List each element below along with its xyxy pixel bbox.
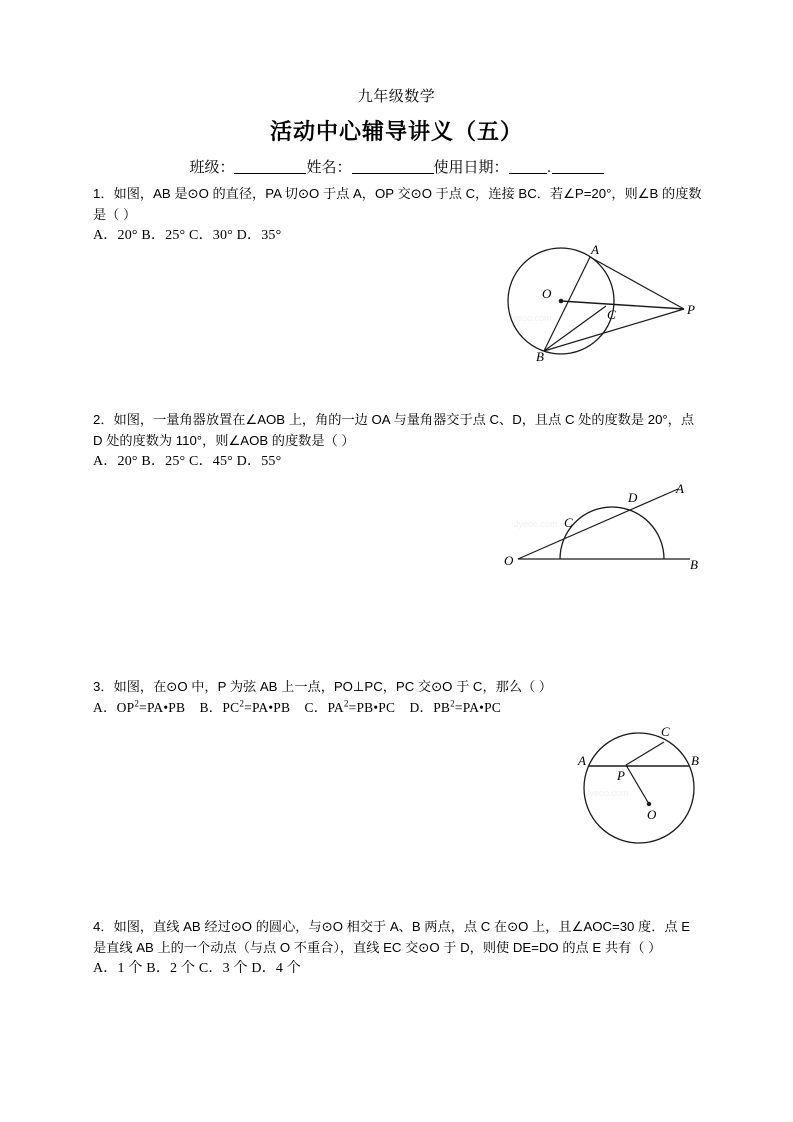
- question-2-body: 2．如图，一量角器放置在∠AOB 上，角的一边 OA 与量角器交于点 C、D，且点 C 处的度数是 20°，点 D 处的度数为 110°，则∠AOB 的度数是（ ）: [93, 412, 695, 448]
- label-A: A: [591, 243, 599, 257]
- label-O: O: [542, 286, 552, 301]
- watermark-text: Jyeoo.com: [514, 519, 558, 529]
- label-O: O: [647, 807, 657, 822]
- date-label: 使用日期：: [433, 160, 509, 176]
- figure-question-3: [573, 722, 707, 850]
- label-C: C: [661, 724, 670, 739]
- page-title: 活动中心辅导讲义（五）: [269, 119, 523, 144]
- figure-question-1: [498, 243, 698, 361]
- question-3-body: 3．如图，在⊙O 中，P 为弦 AB 上一点，PO⊥PC，PC 交⊙O 于 C，那么（ ）: [93, 679, 553, 694]
- question-2-options[interactable]: A．20° B．25° C．45° D．55°: [93, 454, 282, 469]
- figure-question-2: [500, 483, 705, 573]
- watermark-text: Jyeoo.com: [508, 313, 552, 323]
- label-B: B: [536, 349, 544, 361]
- question-3: [93, 676, 705, 719]
- class-label: 班级：: [189, 160, 235, 176]
- label-B: B: [690, 557, 698, 572]
- name-label: 姓名：: [306, 160, 352, 176]
- question-4-body: 4．如图，直线 AB 经过⊙O 的圆心，与⊙O 相交于 A、B 两点，点 C 在⊙O 上，且∠AOC=30 度．点 E 是直线 AB 上的一个动点（与点 O 不重合），直线 EC 交⊙O 于 D，则使 DE=DO 的点 E 共有（ ）: [93, 919, 691, 955]
- label-P: P: [687, 302, 695, 317]
- question-1: [93, 183, 705, 247]
- date-blank-first[interactable]: [509, 159, 547, 174]
- question-1-body: 1．如图，AB 是⊙O 的直径，PA 切⊙O 于点 A，OP 交⊙O 于点 C，连接 BC．若∠P=20°，则∠B 的度数是（ ）: [93, 186, 702, 222]
- watermark-text: Jyeoo.com: [585, 788, 629, 798]
- label-P: P: [617, 768, 625, 783]
- date-blank-second[interactable]: [552, 159, 604, 174]
- question-3-options[interactable]: [93, 697, 705, 719]
- option-B[interactable]: B．$PC^2=PA•PB$: [199, 698, 291, 715]
- question-2: [93, 409, 705, 473]
- label-A: A: [578, 753, 586, 768]
- option-C[interactable]: C．$PA^2=PB•PC$: [304, 698, 396, 715]
- date-separator: .: [547, 160, 551, 176]
- label-C: C: [564, 515, 573, 530]
- option-D[interactable]: D．$PB^2=PA•PC$: [409, 698, 501, 715]
- subject-heading: 九年级数学: [357, 89, 436, 105]
- label-A: A: [676, 483, 684, 496]
- label-C: C: [607, 307, 616, 322]
- question-4-options[interactable]: A．1 个 B．2 个 C．3 个 D．4 个: [93, 961, 301, 976]
- option-A[interactable]: A．$OP^2=PA•PB$: [93, 698, 186, 715]
- class-blank[interactable]: [234, 159, 306, 174]
- name-blank[interactable]: [352, 159, 434, 174]
- question-1-options[interactable]: A．20° B．25° C．30° D．35°: [93, 228, 282, 243]
- label-D: D: [628, 490, 638, 505]
- label-B: B: [691, 753, 699, 768]
- student-info-line: [0, 158, 793, 178]
- question-4: [93, 916, 705, 980]
- label-O: O: [504, 553, 514, 568]
